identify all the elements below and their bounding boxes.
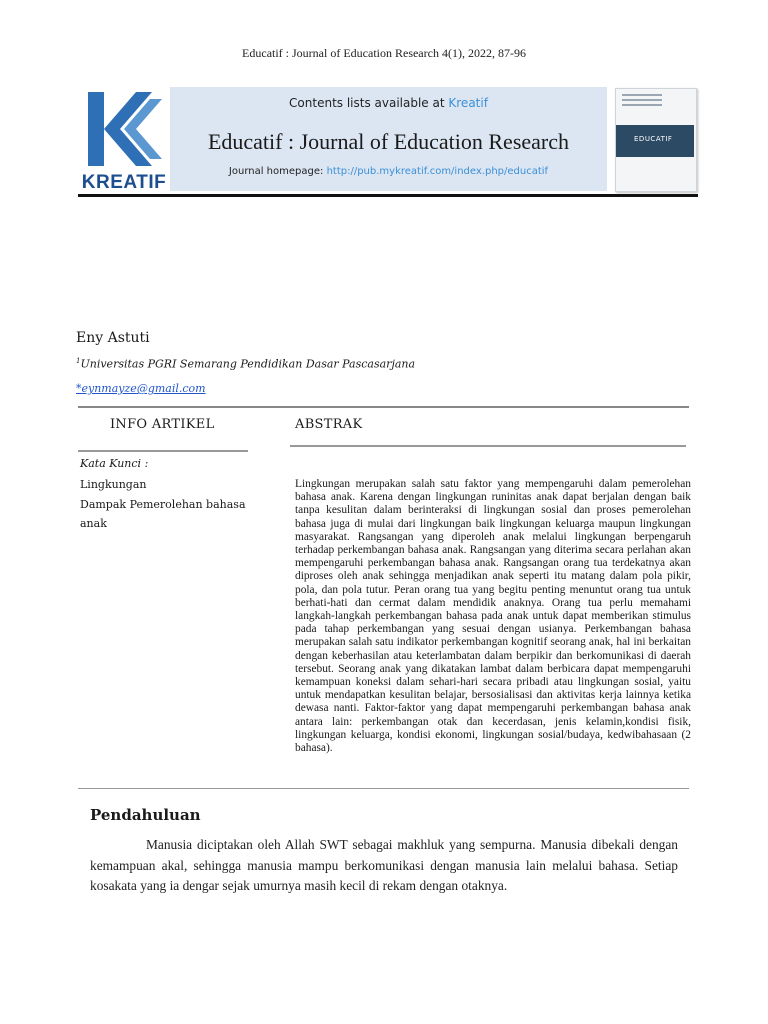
info-heading: INFO ARTIKEL	[110, 417, 215, 432]
contents-link[interactable]: Kreatif	[448, 96, 488, 110]
cover-title: EDUCATIF	[634, 135, 673, 143]
keyword-item: anak	[80, 517, 107, 530]
intro-paragraph: Manusia diciptakan oleh Allah SWT sebagai makhluk yang sempurna. Manusia dibekali dengan kemampuan akal, sehingga manusia mampu berkomunikasi dengan manusia lain melalui bahasa. Setiap kosakata yang ia dengar sejak umurnya masih kecil di rekam dengan otaknya.	[90, 837, 678, 893]
running-head: Educatif : Journal of Education Research 4(1), 2022, 87-96	[242, 46, 526, 60]
keyword-item: Lingkungan	[80, 478, 147, 491]
logo-text: KREATIF	[81, 172, 167, 193]
keyword-item: Dampak Pemerolehan bahasa	[80, 497, 246, 511]
info-divider	[78, 450, 248, 452]
abstract-heading: ABSTRAK	[295, 417, 363, 432]
header-divider	[78, 194, 698, 197]
affiliation-marker: 1	[76, 357, 81, 365]
keywords-list	[80, 475, 250, 534]
abstract-text: Lingkungan merupakan salah satu faktor yang mempengaruhi dalam pemerolehan bahasa anak. Karena dengan lingkungan runinitas anak dapat berjalan dengan baik tanpa kesulitan dalam berinteraksi di lingkungan sosial dan proses pemerolehan bahasa juga di mulai dari lingkungan baik lingkungan keluarga maupun lingkungan masyarakat. Rangsangan yang diperoleh anak melalui lingkungan berpengaruh terhadap perkembangan bahasa anak. Rangsangan yang diterima secara perlahan akan mempengaruhi perkembangan bahasa anak. Rangsangan orang tua terdekatnya akan diproses oleh anak sehingga menjadikan anak seperti itu matang dalam pola pikir, pola, dan pola tutur. Peran orang tua yang begitu penting menuntut orang tua untuk berhati-hati dan cermat dalam mendidik anaknya. Orang tua perlu memahami langkah-langkah perkembangan bahasa pada anak untuk dapat memberikan stimulus pada tahap perkembangan yang sesuai dengan usianya. Perkembangan bahasa merupakan salah satu indikator perkembangan kognitif seorang anak, hal ini berkaitan dengan keberhasilan atau keterlambatan dalam berpikir dan berkomunikasi di daerah tersebut. Seorang anak yang dikatakan lambat dalam berbicara dapat mempengaruhi kemampuan koneksi dalam sehari-hari secara pribadi atau lingkungan sosial, yaitu untuk mendapatkan kesulitan belajar, bersosialisasi dan aktivitas kerja lainnya ketika dewasa nanti. Faktor-faktor yang dapat mempengaruhi perkembangan bahasa anak antara lain: perkembangan otak dan kecerdasan, jenis kelamin,kondisi fisik, lingkungan keluarga, kondisi ekonomi, lingkungan sosial/budaya, kedwibahasaan (2 bahasa).	[295, 478, 691, 755]
keywords-label: Kata Kunci :	[80, 457, 149, 470]
contents-prefix: Contents lists available at	[289, 96, 449, 110]
homepage-label: Journal homepage:	[228, 166, 327, 177]
homepage-line	[170, 166, 607, 177]
author-name: Eny Astuti	[76, 330, 150, 346]
homepage-link[interactable]: http://pub.mykreatif.com/index.php/educatif	[326, 166, 549, 177]
intro-heading: Pendahuluan	[90, 806, 201, 824]
affiliation	[76, 357, 415, 371]
cover-decoration	[622, 94, 662, 109]
author-email[interactable]: *eynmayze@gmail.com	[76, 382, 206, 395]
contents-line	[170, 96, 607, 110]
journal-title: Educatif : Journal of Education Research	[207, 129, 570, 154]
affiliation-text: Universitas PGRI Semarang Pendidikan Dasar Pascasarjana	[80, 357, 416, 371]
section-divider-bottom	[78, 788, 689, 789]
abstract-divider	[290, 445, 686, 447]
section-divider-top	[78, 406, 689, 408]
